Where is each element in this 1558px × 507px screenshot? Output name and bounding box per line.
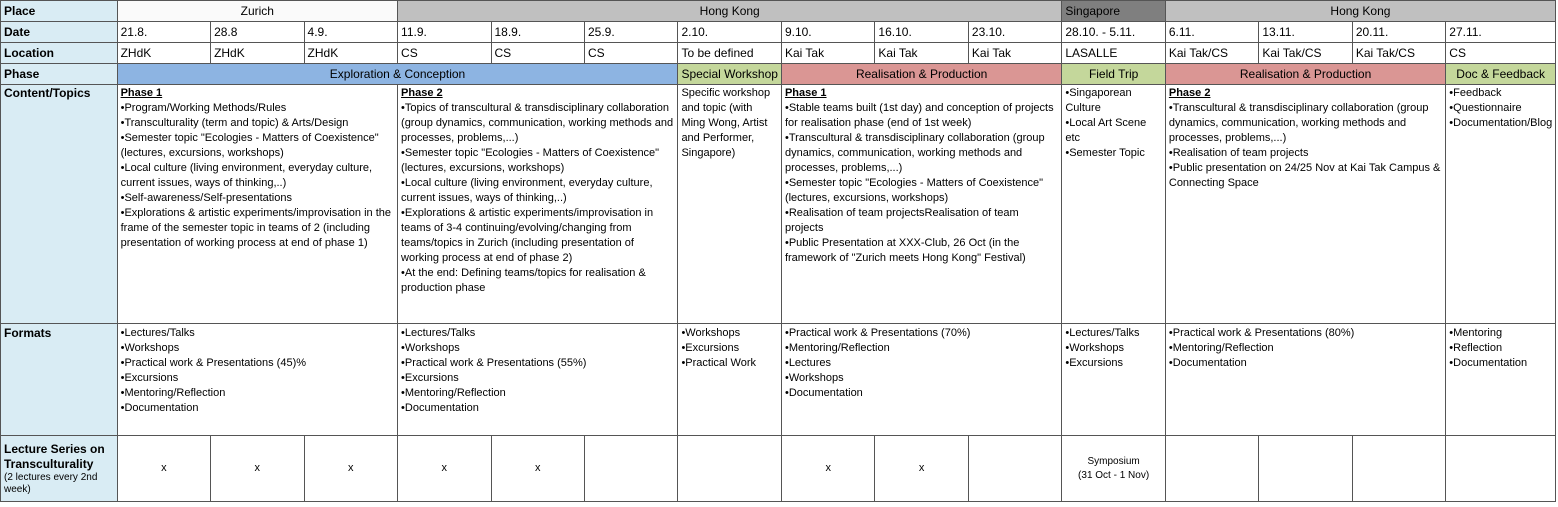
lectures-label-note: (2 lectures every 2nd week) — [4, 471, 98, 495]
list-item: • Reflection — [1449, 341, 1552, 356]
date-cell: 20.11. — [1352, 22, 1445, 43]
phase-special-workshop: Special Workshop — [678, 64, 782, 85]
list-item: • Mentoring/Reflection — [121, 386, 394, 401]
lecture-cell — [1165, 436, 1258, 502]
list-item: • Excursions — [681, 341, 778, 356]
list-item: • Semester topic "Ecologies - Matters of Coexistence" (lectures, excursions, workshops) — [121, 131, 394, 161]
location-cell: CS — [1446, 43, 1556, 64]
list-item: • Workshops — [681, 326, 778, 341]
date-cell: 28.8 — [211, 22, 304, 43]
content-cell — [781, 85, 1061, 324]
list-item: • Lectures — [785, 356, 1058, 371]
lecture-cell: x — [491, 436, 584, 502]
list-item: • Topics of transcultural & transdisciplinary collaboration (group dynamics, communication, working methods and processes, problems,...) — [401, 101, 674, 146]
place-hong-kong: Hong Kong — [398, 1, 1062, 22]
list-item: • Documentation — [401, 401, 674, 416]
location-cell: CS — [398, 43, 491, 64]
place-hong-kong: Hong Kong — [1165, 1, 1555, 22]
location-cell: Kai Tak/CS — [1352, 43, 1445, 64]
location-cell: LASALLE — [1062, 43, 1166, 64]
list-item: • Workshops — [401, 341, 674, 356]
list-item: • Transcultural & transdisciplinary collaboration (group dynamics, communication, working methods and processes, problems,...) — [1169, 101, 1442, 146]
lecture-cell: x — [117, 436, 210, 502]
list-item: • Public presentation on 24/25 Nov at Kai Tak Campus & Connecting Space — [1169, 161, 1442, 191]
formats-list — [785, 326, 1058, 401]
location-cell: To be defined — [678, 43, 782, 64]
phase-field-trip: Field Trip — [1062, 64, 1166, 85]
location-label: Location — [1, 43, 118, 64]
date-cell: 13.11. — [1259, 22, 1352, 43]
date-cell: 21.8. — [117, 22, 210, 43]
formats-list — [1065, 326, 1162, 371]
list-item: • Practical work & Presentations (45)% — [121, 356, 394, 371]
list-item: • Workshops — [785, 371, 1058, 386]
list-item: • Transculturality (term and topic) & Arts/Design — [121, 116, 394, 131]
date-cell: 2.10. — [678, 22, 782, 43]
content-phase-title: Phase 2 — [1168, 87, 1211, 99]
date-cell: 11.9. — [398, 22, 491, 43]
date-cell: 4.9. — [304, 22, 398, 43]
list-item: • Semester topic "Ecologies - Matters of Coexistence" (lectures, excursions, workshops) — [785, 176, 1058, 206]
formats-cell — [398, 324, 678, 436]
date-cell: 27.11. — [1446, 22, 1556, 43]
content-phase-title: Phase 1 — [120, 87, 163, 99]
list-item: • Program/Working Methods/Rules — [121, 101, 394, 116]
content-cell — [678, 85, 782, 324]
content-cell — [398, 85, 678, 324]
content-label: Content/Topics — [1, 85, 118, 324]
list-item: • At the end: Defining teams/topics for realisation & production phase — [401, 266, 674, 296]
lectures-row — [1, 436, 1556, 502]
date-label: Date — [1, 22, 118, 43]
lecture-cell: x — [781, 436, 874, 502]
list-item: • Transcultural & transdisciplinary collaboration (group dynamics, communication, working methods and processes, problems,...) — [785, 131, 1058, 176]
list-item: • Self-awareness/Self-presentations — [121, 191, 394, 206]
location-cell: CS — [584, 43, 677, 64]
lecture-cell — [1259, 436, 1352, 502]
list-item: • Lectures/Talks — [401, 326, 674, 341]
content-text: Specific workshop and topic (with Ming Wong, Artist and Performer, Singapore) — [681, 87, 771, 159]
content-phase-title: Phase 1 — [784, 87, 827, 99]
lecture-cell — [678, 436, 782, 502]
place-singapore: Singapore — [1062, 1, 1166, 22]
phase-realisation: Realisation & Production — [1165, 64, 1445, 85]
content-list — [785, 101, 1058, 266]
formats-list — [1449, 326, 1552, 371]
lecture-cell — [968, 436, 1061, 502]
place-label: Place — [1, 1, 118, 22]
place-row — [1, 1, 1556, 22]
location-cell: Kai Tak — [968, 43, 1061, 64]
list-item: • Mentoring/Reflection — [785, 341, 1058, 356]
content-list — [1065, 86, 1162, 161]
location-cell: Kai Tak/CS — [1165, 43, 1258, 64]
location-cell: ZHdK — [117, 43, 210, 64]
lecture-cell — [1352, 436, 1445, 502]
phase-label: Phase — [1, 64, 118, 85]
list-item: • Local culture (living environment, everyday culture, current issues, ways of thinking,..) — [401, 176, 674, 206]
list-item: • Local Art Scene etc — [1065, 116, 1162, 146]
phase-realisation: Realisation & Production — [781, 64, 1061, 85]
date-cell: 18.9. — [491, 22, 584, 43]
content-cell — [1165, 85, 1445, 324]
lecture-cell: x — [875, 436, 968, 502]
list-item: • Practical work & Presentations (70%) — [785, 326, 1058, 341]
list-item: • Documentation — [785, 386, 1058, 401]
list-item: • Excursions — [121, 371, 394, 386]
formats-row — [1, 324, 1556, 436]
list-item: • Practical work & Presentations (55%) — [401, 356, 674, 371]
list-item: • Documentation — [121, 401, 394, 416]
list-item: • Semester topic "Ecologies - Matters of Coexistence" (lectures, excursions, workshops) — [401, 146, 674, 176]
formats-list — [121, 326, 394, 416]
list-item: • Practical Work — [681, 356, 778, 371]
date-row — [1, 22, 1556, 43]
list-item: • Realisation of team projects — [1169, 146, 1442, 161]
lecture-cell — [584, 436, 677, 502]
location-cell: ZHdK — [211, 43, 304, 64]
phase-row — [1, 64, 1556, 85]
formats-cell — [781, 324, 1061, 436]
lecture-cell: x — [398, 436, 491, 502]
formats-list — [1169, 326, 1442, 371]
list-item: • Explorations & artistic experiments/improvisation in teams of 3-4 continuing/evolving/changing from teams/topics in Zurich (including presentation of working process at end of phase 2) — [401, 206, 674, 266]
list-item: • Excursions — [1065, 356, 1162, 371]
formats-cell — [1062, 324, 1166, 436]
list-item: • Workshops — [1065, 341, 1162, 356]
list-item: • Documentation/Blog — [1449, 116, 1552, 131]
list-item: • Questionnaire — [1449, 101, 1552, 116]
formats-cell — [1446, 324, 1556, 436]
formats-cell — [678, 324, 782, 436]
date-cell: 23.10. — [968, 22, 1061, 43]
location-cell: Kai Tak — [875, 43, 968, 64]
list-item: • Realisation of team projectsRealisation of team projects — [785, 206, 1058, 236]
content-list — [1449, 86, 1552, 131]
formats-label: Formats — [1, 324, 118, 436]
place-zurich: Zurich — [117, 1, 397, 22]
date-cell: 28.10. - 5.11. — [1062, 22, 1166, 43]
list-item: • Mentoring/Reflection — [1169, 341, 1442, 356]
location-row — [1, 43, 1556, 64]
list-item: • Workshops — [121, 341, 394, 356]
lectures-label-text: Lecture Series on Transculturality — [4, 441, 105, 471]
list-item: • Documentation — [1169, 356, 1442, 371]
date-cell: 16.10. — [875, 22, 968, 43]
content-row — [1, 85, 1556, 324]
list-item: • Feedback — [1449, 86, 1552, 101]
content-cell — [1062, 85, 1166, 324]
location-cell: CS — [491, 43, 584, 64]
symposium-cell: Symposium (31 Oct - 1 Nov) — [1062, 436, 1166, 502]
content-list — [121, 101, 394, 251]
formats-cell — [117, 324, 397, 436]
phase-exploration: Exploration & Conception — [117, 64, 678, 85]
date-cell: 9.10. — [781, 22, 874, 43]
formats-cell — [1165, 324, 1445, 436]
list-item: • Semester Topic — [1065, 146, 1162, 161]
date-cell: 6.11. — [1165, 22, 1258, 43]
date-cell: 25.9. — [584, 22, 677, 43]
lecture-cell — [1446, 436, 1556, 502]
content-list — [1169, 101, 1442, 191]
content-phase-title: Phase 2 — [401, 87, 443, 99]
list-item: • Lectures/Talks — [1065, 326, 1162, 341]
location-cell: Kai Tak — [781, 43, 874, 64]
formats-list — [401, 326, 674, 416]
list-item: • Singaporean Culture — [1065, 86, 1162, 116]
list-item: • Mentoring — [1449, 326, 1552, 341]
list-item: • Stable teams built (1st day) and conception of projects for realisation phase (end of 1st week) — [785, 101, 1058, 131]
location-cell: ZHdK — [304, 43, 398, 64]
location-cell: Kai Tak/CS — [1259, 43, 1352, 64]
list-item: • Lectures/Talks — [121, 326, 394, 341]
content-cell — [1446, 85, 1556, 324]
list-item: • Public Presentation at XXX-Club, 26 Oct (in the framework of "Zurich meets Hong Kong" Festival) — [785, 236, 1058, 266]
lecture-cell: x — [304, 436, 398, 502]
list-item: • Documentation — [1449, 356, 1552, 371]
content-list — [401, 101, 674, 296]
list-item: • Explorations & artistic experiments/improvisation in the frame of the semester topic in teams of 2 (including presentation of working process at end of phase 1) — [121, 206, 394, 251]
list-item: • Excursions — [401, 371, 674, 386]
content-cell — [117, 85, 397, 324]
phase-doc-feedback: Doc & Feedback — [1446, 64, 1556, 85]
formats-list — [681, 326, 778, 371]
list-item: • Practical work & Presentations (80%) — [1169, 326, 1442, 341]
list-item: • Local culture (living environment, everyday culture, current issues, ways of thinking,..) — [121, 161, 394, 191]
lectures-label — [1, 436, 118, 502]
list-item: • Mentoring/Reflection — [401, 386, 674, 401]
lecture-cell: x — [211, 436, 304, 502]
